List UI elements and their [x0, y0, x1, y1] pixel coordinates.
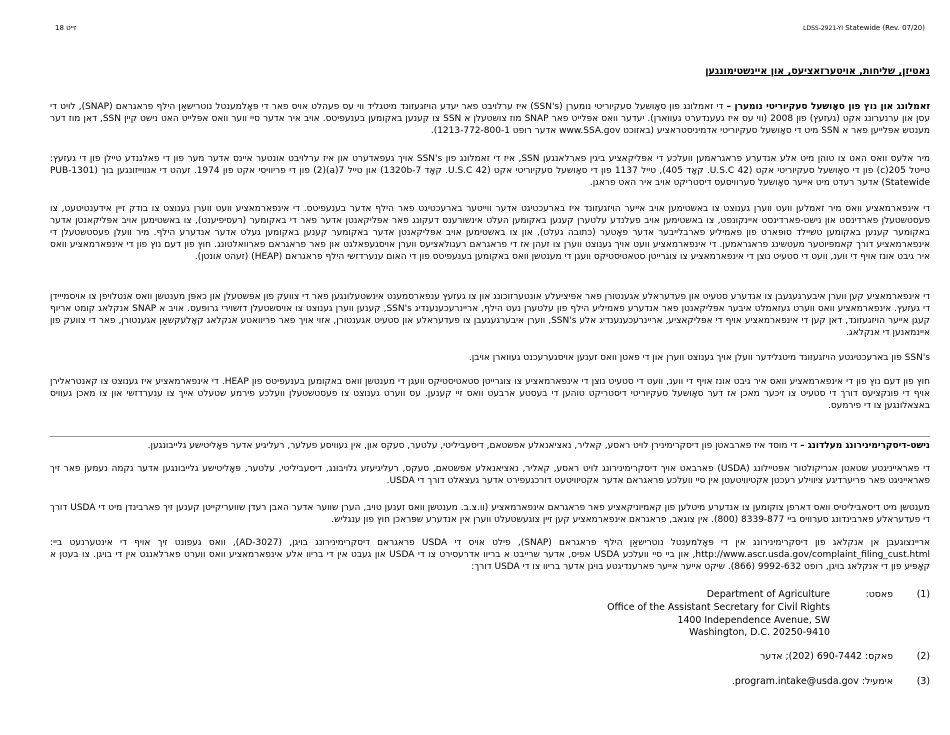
contact-mail — [866, 589, 930, 602]
form-id: LDSS-2921-YI — [803, 25, 844, 32]
section-title: נאטיזן, שליחות, אויטערזאציעס, און איינשטימונגען — [705, 66, 930, 77]
nondiscrimination-paragraph-1 — [50, 440, 930, 452]
nondiscrimination-paragraph-2 — [50, 463, 930, 487]
ssn-paragraph-3 — [50, 203, 930, 263]
contact-email-number: (3) — [916, 676, 930, 687]
ssn-paragraph-6 — [50, 376, 930, 412]
contact-fax-text: פאקס: 690-7442 (202); אדער — [759, 651, 894, 662]
ssn-text-1: די זאמלונג פון סאָושעל סעקיוריטי נומערן (SSN's) איז ערלויבט פאר יעדע הויזגעזונד מיטגליד ווי עס פעהלט אויס פאר די פּאָלמענטל נוטרישאַן הילף פראגראם (SNAP), לויט די עסן און ערנערונג אקט (געזעץ) פון 2008 (ווי עס איז געענדערט געווארן). יעדער וואס אפּלייט פאר SNAP מוז צושטעלן א SSN צו קענען באקומען בענעפיטס. אויב איר אדער סיי ווער וואס אפּלייט האט נישט קיין SSN, דאן מוז דער מענטש אפּלייען פאר א SSN מיט די סאָושעל סעקיוריטי אדמיניסטראציע (באזוכט www.SSA.gov אדער רופט 1213-772-800-1). — [50, 102, 930, 137]
ssn-paragraph-1 — [50, 101, 930, 137]
ssn-text-5: SSN's פון בארעכטיגטע הויזגעזונד מיטגלידער וועלן אויך גענוצט ווערן און די פאטן וואס זענען אויסגערעכנט געווארן אויבן. — [468, 353, 930, 363]
ssn-text-4: די אינפארמאציע קען ווערן איבערגעגעבן צו אנדערע סטעיט און פעדעראלע אגענטורן פאר אפיציעלע אונטערזוכונג און צו געזעץ ענפארסמענט אינשטעלונגען פאר די צוועק פון אפּשטעלן און כאפּן מענטשן וואס אנטלויפן צו אויסמייידן די געזעץ. אינפארמאציע וואס ווערט געזאמלט איבער אפּליקאנטן פאר אנדערע פאמיליע הילף פון עלטערן נעט הילף, אריינרעכענענדיג SSN's, קענען ווערן גענוצט צו אויסשטעלן דזשוירי גרופּעס. אויב א SNAP אנקלאג קומט אריוף קעגן אייער הויזגעזונד, דאן קען די אינפארמאציע אויף די אפּליקאציע, אריינרעכענענדיג אלע SSN's, ווערן איבערגעגעבן צו פעדעראלע און סטעיט אגענטורן, אזוי אויך פאר פריוואטע אנקלאג קאָלעקשאַן אגענטורן, פאר די צוועק פון איינמאנען די אנקלאג. — [50, 292, 930, 339]
section-divider — [50, 436, 930, 437]
ssn-text-2: מיר אלעס וואס האט צו טוהן מיט אלע אנדערע פראגראמען וועלכע די אפּליקאציע ביגין פארלאנגען SSN, איז די זאמלונג פון SSN's אויך געפאדערט און איז ערלויבט אונטער איינס אדער מער פון די פאלגנדע טיילן פון די געזעץ: טייטל 205(c) פון די סאָושעל סעקיוריטי אקט (42 U.S.C. קאָד 405), טייל 1137 פון די סאָושעל סעקיוריטי אקט (42 U.S.C. קאָד 1320b-7) און טייל 7(a)(2) פון די פריוויסי אקט פון 1974. זעהט די אנווייזונגען בוך (PUB-1301 Statewide) אדער רעדט מיט אייער סאָושעל סערוויסעס דיסטריקט אויב איר האט פראגן. — [50, 154, 931, 189]
nondiscrimination-paragraph-3 — [50, 502, 930, 526]
contact-mail-label: פאסט: — [865, 589, 894, 600]
address-line-4: Washington, D.C. 20250-9410 — [689, 627, 830, 639]
contact-fax — [760, 651, 930, 664]
nondiscrimination-text-4: אריינצוגעבן אן אנקלאג פון דיסקרימינירונג אין די פּאָלמענטל נוטרישאַן הילף פראגראם (SNAP), פילט אויס די USDA פראגראם דיסקרימינירונג בויגן, (AD-3027), וואס געפונט זיך אויף די אינטערנעט ביי: http://www.ascr.usda.gov/complaint_filing_cust.html, און ביי סיי וועלכע USDA אפיס, אדער שרייבט א בריוו אדרעסירט צו די USDA און געבט אין די בריוו אלע אינפארמאציע וואס ווערט פארלאנגט אין די בויגן. צו בעטן א קאָפּיע פון די אנקלאג בויגן, רופט 9992-632 (866). שיקט אייער אייער פארענדיגטע בויגן אדער בריוו צו די USDA דורך: — [50, 538, 931, 573]
address-line-3: 1400 Independence Avenue, SW — [677, 614, 830, 626]
mailing-address — [607, 589, 830, 640]
address-line-1: Department of Agriculture — [706, 589, 830, 600]
nondiscrimination-text-2: די פאראייניגטע שטאטן אגריקולטור אפּטיילונג (USDA) פארבאט אויך דיסקרימינירונג לויט ראסע, קאליר, נאציאנאלע אפשטאם, סעקס, רעליגיעזע גלויבונג, דיסעביליטי, עלטער, פּאָליטישע גלייבונגען אדער נקמה נעמען פאר זיך פאראייניגט פאר פריערדיגע ציווילע רעכטן אקטיוויטעטן אין סיי וועלכע פראגראם אדער אקטיוויטעט דורכגעפירט אדער געצאלט דורך די USDA. — [50, 464, 931, 487]
nondiscrimination-paragraph-4 — [50, 537, 930, 573]
nondiscrimination-text-3: מענטשן מיט דיסאבּיליטיס וואס דארפן צוקומען צו אנדערע מיטלען פון קאמיוניקאציע פאר פראגראם אינפארמאציע (וו.צ.ב. מענטשן וואס זענען טויב, הערן שווער אדער האבן רעדן שוועריקייטן קענען זיך פארבינדן מיט די USDA דורך די פעדעראלע פארבינדונג סערוויס ביי 8339-877 (800). אין צוגאב, פראגראם אינפארמאציע קען זיין צוגעשטעלט ווערן אין אנדערע שפּראכן חוץ פון ענגליש. — [50, 503, 931, 526]
page-number: זייט 18 — [55, 24, 77, 32]
address-line-2: Office of the Assistant Secretary for Civil Rights — [607, 601, 830, 613]
contact-email-text[interactable]: אימעיל: program.intake@usda.gov. — [731, 676, 894, 687]
form-identifier — [803, 24, 925, 32]
contact-fax-number: (2) — [916, 651, 930, 662]
ssn-text-6: חוץ פון דעם נוץ פון די אינפארמאציע וואס איר גיבט אונז אויף די ווענ, וועט די סטעיט נוצן די אינפארמאציע צו צוגרייטן סטאטיסטיקס וועגן די מענטשן וואס באקומען בענעפיטס פון HEAP. די אינפארמאציע איז גענוצט צו קאנטראלירן אויף די פונקציעס דורך די סטעיט צו זיכער מאכן אז דער סאָושעל סעקיוריטי דיסטריקט טוהען די בעסטע ארבעט וואס זיי קענען. עס ווערט גענוצט צו פעסטשטעלן וועלכע פירמע שטעלט אייך צו ענערדזשי און צו מאכן געוויס באצאלונגען צו די פירמעס. — [50, 377, 930, 412]
ssn-text-3: די אינפארמאציע וואס מיר זאמלען וועט ווערן גענוצט צו באשטימען אויב אייער הויזגעזונד איז בארעכטיגט אדער ווייטער בארעכטיגט פאר הילף אדער בענעפיטס. די אינפארמאציע וועט ווערן גענוצט צו בודק זיין אידענטיטעט, צו פעסטשטעלן פארדינסט און נישט-פארדינסט איינקונפט, צו באשטימען אויב פעלנדע עלטערן קענען באקומען העלט אינשורענס דעקונג פאר אפּליקאנטן אדער פאר די באקומער (רעסיפיענט), צו באשטימען אויב אפּליקאנטן אדער באקומער קענען באקומען טשיילד סופּארט פון פאמיליע פארבלייבער אדער פאָטער (כתובה געלט), און צו באשטימען אויב אפּליקאנטן אדער באקומער קענען באקומען געלט אדער אנדערע הילף. מיר וועלן פעסטשטעלן די אינפארמאציע דורך קאמפּיוטער מעטשינג פראגראמען. די אינפארמאציע וועט אויך גענוצט ווערן צו זעהן אז די פראגראם רעגולאציעס ווערן אויסגעפאלגט און פאר פראגראם פארוואלטונג. חוץ פון דעם נוץ פון די אינפארמאציע וואס איר גיבט אונז אויף די ווענ, וועט די סטעיט נוצן די אינפארמאציע צו צוגרייטן סטאטיסטיקס וועגן די מענטשן וואס באקומען בענעפיטס פון די האום ענערדזשי הילף פראגראם (HEAP) (זעהט אונטן). — [50, 204, 930, 263]
nondiscrimination-lead: נישט-דיסקרימינירונג מעלדונג – — [800, 441, 930, 451]
statewide-revision: Statewide (Rev. 07/20) — [845, 24, 925, 32]
ssn-lead: זאמלונג און נוץ פון סאָושעל סעקיוריטי נומערן – — [726, 102, 930, 112]
ssn-paragraph-5 — [50, 352, 930, 364]
contact-mail-number: (1) — [916, 589, 930, 600]
ssn-paragraph-4 — [50, 291, 930, 339]
ssn-paragraph-2 — [50, 153, 930, 189]
contact-email — [732, 676, 930, 689]
nondiscrimination-text-1: די מוסד איז פארבאטן פון דיסקרימינירן לויט ראסע, קאליר, נאציאנאלע אפשטאם, דיסעביליטי, עלטער, סעקס און, אין געוויסע פעלער, רעליגיע אדער פּאָליטישע גלייבונגען. — [147, 441, 798, 451]
